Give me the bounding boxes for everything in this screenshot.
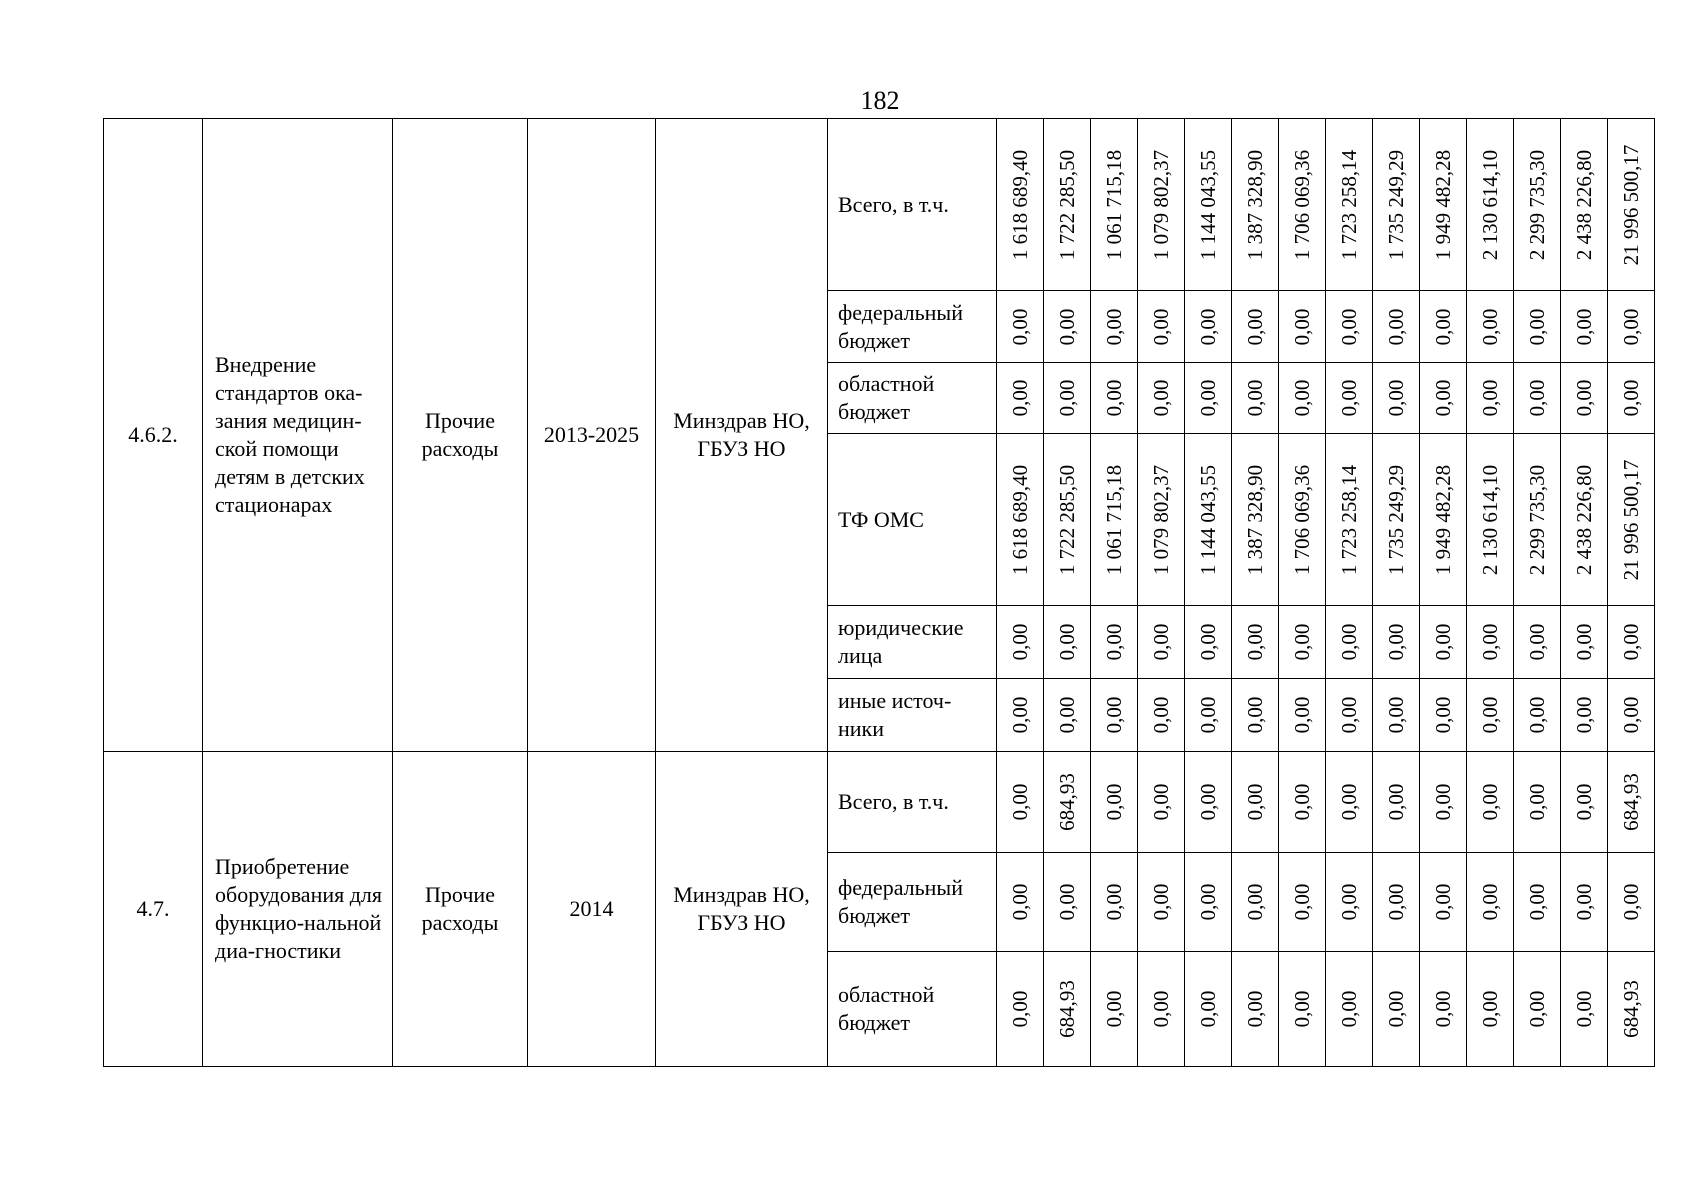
- value-text: 0,00: [1384, 308, 1408, 345]
- value-text: 1 144 043,55: [1196, 464, 1220, 575]
- value-cell: [1608, 952, 1655, 1067]
- value-cell: [1561, 952, 1608, 1067]
- value-cell: [1044, 119, 1091, 291]
- value-cell: [1326, 679, 1373, 752]
- value-text: 0,00: [1243, 990, 1267, 1028]
- value-cell: [1608, 752, 1655, 853]
- value-cell: [1185, 952, 1232, 1067]
- value-text: 0,00: [1196, 696, 1220, 734]
- value-cell: [1232, 363, 1279, 434]
- value-cell: [1514, 752, 1561, 853]
- value-text: 0,00: [1572, 696, 1596, 734]
- value-cell: [1279, 679, 1326, 752]
- value-text: 0,00: [1431, 308, 1455, 345]
- value-cell: [1279, 291, 1326, 363]
- value-cell: [1373, 119, 1420, 291]
- value-text: 1 618 689,40: [1008, 464, 1032, 575]
- value-text: 0,00: [1478, 883, 1502, 921]
- value-text: 21 996 500,17: [1619, 144, 1643, 265]
- value-cell: [1467, 952, 1514, 1067]
- value-cell: [1091, 853, 1138, 952]
- value-text: 0,00: [1572, 990, 1596, 1028]
- value-cell: [997, 291, 1044, 363]
- value-cell: [997, 606, 1044, 679]
- value-text: 1 061 715,18: [1102, 149, 1126, 260]
- value-cell: [1232, 119, 1279, 291]
- value-text: 0,00: [1290, 623, 1314, 661]
- value-text: 0,00: [1149, 696, 1173, 734]
- value-text: 684,93: [1055, 980, 1079, 1038]
- value-cell: [1608, 119, 1655, 291]
- value-text: 1 706 069,36: [1290, 149, 1314, 260]
- value-text: 0,00: [1243, 883, 1267, 921]
- value-cell: [1044, 606, 1091, 679]
- value-cell: [1185, 363, 1232, 434]
- value-cell: [1138, 434, 1185, 606]
- value-cell: [997, 363, 1044, 434]
- funding-source: ТФ ОМС: [828, 434, 997, 606]
- value-text: 0,00: [1619, 623, 1643, 661]
- value-text: 0,00: [1572, 783, 1596, 821]
- value-text: 0,00: [1619, 379, 1643, 417]
- value-text: 0,00: [1055, 883, 1079, 921]
- value-text: 1 722 285,50: [1055, 149, 1079, 260]
- expense-type: Прочие расходы: [393, 752, 528, 1067]
- value-text: 0,00: [1243, 696, 1267, 734]
- value-text: 0,00: [1102, 308, 1126, 345]
- value-cell: [1373, 606, 1420, 679]
- value-cell: [997, 952, 1044, 1067]
- value-text: 1 735 249,29: [1384, 464, 1408, 575]
- value-cell: [1091, 434, 1138, 606]
- value-text: 0,00: [1337, 696, 1361, 734]
- value-text: 684,93: [1619, 773, 1643, 831]
- value-text: 0,00: [1384, 883, 1408, 921]
- value-cell: [1420, 679, 1467, 752]
- value-text: 1 723 258,14: [1337, 149, 1361, 260]
- value-cell: [1561, 119, 1608, 291]
- value-text: 1 949 482,28: [1431, 464, 1455, 575]
- value-cell: [1326, 119, 1373, 291]
- value-cell: [997, 434, 1044, 606]
- value-text: 0,00: [1290, 379, 1314, 417]
- value-text: 684,93: [1619, 980, 1643, 1038]
- value-text: 1 387 328,90: [1243, 149, 1267, 260]
- value-text: 0,00: [1384, 696, 1408, 734]
- value-cell: [1561, 434, 1608, 606]
- value-text: 2 130 614,10: [1478, 149, 1502, 260]
- value-cell: [1279, 752, 1326, 853]
- value-cell: [1326, 363, 1373, 434]
- value-cell: [1373, 853, 1420, 952]
- value-text: 0,00: [1196, 308, 1220, 345]
- value-cell: [1514, 679, 1561, 752]
- value-text: 0,00: [1008, 623, 1032, 661]
- value-cell: [1279, 363, 1326, 434]
- value-text: 0,00: [1055, 308, 1079, 345]
- value-text: 0,00: [1102, 783, 1126, 821]
- value-cell: [1091, 752, 1138, 853]
- value-cell: [1138, 363, 1185, 434]
- value-cell: [1044, 679, 1091, 752]
- value-cell: [1138, 679, 1185, 752]
- value-text: 1 618 689,40: [1008, 149, 1032, 260]
- value-cell: [1420, 853, 1467, 952]
- value-cell: [997, 853, 1044, 952]
- value-text: 0,00: [1149, 990, 1173, 1028]
- value-text: 0,00: [1008, 783, 1032, 821]
- value-text: 0,00: [1290, 990, 1314, 1028]
- value-cell: [1514, 363, 1561, 434]
- value-cell: [1467, 291, 1514, 363]
- value-cell: [1420, 434, 1467, 606]
- value-cell: [1420, 291, 1467, 363]
- value-text: 0,00: [1149, 308, 1173, 345]
- value-cell: [1185, 606, 1232, 679]
- value-cell: [1138, 952, 1185, 1067]
- item-code: 4.7.: [104, 752, 203, 1067]
- value-text: 0,00: [1102, 883, 1126, 921]
- value-text: 0,00: [1525, 623, 1549, 661]
- period: 2014: [528, 752, 656, 1067]
- value-cell: [1232, 853, 1279, 952]
- value-text: 0,00: [1478, 990, 1502, 1028]
- value-text: 0,00: [1619, 308, 1643, 345]
- value-cell: [1608, 606, 1655, 679]
- value-cell: [1279, 434, 1326, 606]
- value-text: 0,00: [1149, 379, 1173, 417]
- value-cell: [1232, 291, 1279, 363]
- value-cell: [1373, 752, 1420, 853]
- value-cell: [997, 752, 1044, 853]
- value-text: 0,00: [1431, 883, 1455, 921]
- value-cell: [1326, 291, 1373, 363]
- value-text: 0,00: [1525, 379, 1549, 417]
- value-cell: [1232, 606, 1279, 679]
- value-text: 0,00: [1243, 783, 1267, 821]
- value-text: 0,00: [1478, 696, 1502, 734]
- executor: Минздрав НО, ГБУЗ НО: [656, 752, 828, 1067]
- expense-type: Прочие расходы: [393, 119, 528, 752]
- value-cell: [1420, 606, 1467, 679]
- value-text: 0,00: [1525, 308, 1549, 345]
- table-row: [104, 752, 1655, 853]
- value-cell: [1279, 952, 1326, 1067]
- value-text: 2 438 226,80: [1572, 149, 1596, 260]
- funding-source: иные источ-ники: [828, 679, 997, 752]
- value-cell: [1091, 291, 1138, 363]
- value-cell: [1326, 434, 1373, 606]
- funding-source: федеральный бюджет: [828, 291, 997, 363]
- value-cell: [1467, 606, 1514, 679]
- value-cell: [1091, 606, 1138, 679]
- executor: Минздрав НО, ГБУЗ НО: [656, 119, 828, 752]
- value-cell: [1420, 752, 1467, 853]
- value-text: 0,00: [1008, 696, 1032, 734]
- value-text: 1 949 482,28: [1431, 149, 1455, 260]
- value-cell: [1608, 363, 1655, 434]
- value-cell: [1608, 679, 1655, 752]
- value-text: 0,00: [1478, 379, 1502, 417]
- value-text: 0,00: [1008, 990, 1032, 1028]
- page-number: 182: [860, 86, 900, 115]
- value-text: 0,00: [1431, 379, 1455, 417]
- value-cell: [1373, 434, 1420, 606]
- value-cell: [1044, 363, 1091, 434]
- value-text: 0,00: [1196, 783, 1220, 821]
- value-cell: [1279, 853, 1326, 952]
- value-text: 0,00: [1008, 308, 1032, 345]
- funding-source: Всего, в т.ч.: [828, 752, 997, 853]
- value-cell: [1373, 679, 1420, 752]
- value-cell: [1044, 853, 1091, 952]
- value-text: 0,00: [1572, 623, 1596, 661]
- value-cell: [1467, 679, 1514, 752]
- value-text: 0,00: [1431, 990, 1455, 1028]
- value-text: 0,00: [1008, 883, 1032, 921]
- value-text: 1 706 069,36: [1290, 464, 1314, 575]
- value-text: 0,00: [1290, 308, 1314, 345]
- value-text: 0,00: [1243, 308, 1267, 345]
- value-text: 0,00: [1196, 379, 1220, 417]
- value-text: 2 299 735,30: [1525, 149, 1549, 260]
- value-cell: [1232, 952, 1279, 1067]
- value-text: 0,00: [1337, 623, 1361, 661]
- value-cell: [997, 119, 1044, 291]
- value-text: 0,00: [1055, 379, 1079, 417]
- value-cell: [1608, 291, 1655, 363]
- value-text: 0,00: [1431, 783, 1455, 821]
- value-text: 0,00: [1431, 696, 1455, 734]
- value-text: 21 996 500,17: [1619, 459, 1643, 580]
- value-text: 0,00: [1525, 883, 1549, 921]
- period: 2013-2025: [528, 119, 656, 752]
- value-text: 0,00: [1619, 696, 1643, 734]
- value-text: 0,00: [1243, 623, 1267, 661]
- value-cell: [1185, 119, 1232, 291]
- value-cell: [1279, 119, 1326, 291]
- value-text: 0,00: [1478, 308, 1502, 345]
- value-text: 2 130 614,10: [1478, 464, 1502, 575]
- value-cell: [1514, 606, 1561, 679]
- value-text: 0,00: [1008, 379, 1032, 417]
- value-cell: [1420, 363, 1467, 434]
- value-text: 0,00: [1478, 783, 1502, 821]
- value-cell: [1091, 119, 1138, 291]
- value-cell: [1044, 952, 1091, 1067]
- value-text: 0,00: [1149, 883, 1173, 921]
- value-text: 0,00: [1572, 308, 1596, 345]
- value-text: 0,00: [1478, 623, 1502, 661]
- value-cell: [1420, 119, 1467, 291]
- value-cell: [1467, 434, 1514, 606]
- value-cell: [1138, 291, 1185, 363]
- value-text: 0,00: [1102, 696, 1126, 734]
- value-cell: [1232, 679, 1279, 752]
- value-cell: [1326, 606, 1373, 679]
- value-text: 0,00: [1337, 990, 1361, 1028]
- value-cell: [1091, 952, 1138, 1067]
- value-text: 1 387 328,90: [1243, 464, 1267, 575]
- value-text: 0,00: [1196, 990, 1220, 1028]
- value-cell: [1091, 363, 1138, 434]
- value-text: 0,00: [1572, 883, 1596, 921]
- value-cell: [1279, 606, 1326, 679]
- value-cell: [1467, 853, 1514, 952]
- value-cell: [1185, 752, 1232, 853]
- funding-source: областной бюджет: [828, 363, 997, 434]
- value-text: 2 299 735,30: [1525, 464, 1549, 575]
- value-cell: [1467, 363, 1514, 434]
- value-text: 0,00: [1619, 883, 1643, 921]
- value-text: 0,00: [1384, 379, 1408, 417]
- value-cell: [1185, 291, 1232, 363]
- value-cell: [1138, 119, 1185, 291]
- item-name: Внедрение стандартов ока-зания медицин-ской помощи детям в детских стационарах: [203, 119, 393, 752]
- table-row: [104, 119, 1655, 291]
- value-cell: [1373, 363, 1420, 434]
- value-cell: [1561, 291, 1608, 363]
- value-text: 0,00: [1525, 990, 1549, 1028]
- value-text: 1 722 285,50: [1055, 464, 1079, 575]
- value-cell: [1326, 853, 1373, 952]
- value-cell: [997, 679, 1044, 752]
- value-text: 1 079 802,37: [1149, 149, 1173, 260]
- value-text: 0,00: [1102, 379, 1126, 417]
- table-body: [104, 119, 1655, 1067]
- funding-source: юридические лица: [828, 606, 997, 679]
- value-cell: [1608, 434, 1655, 606]
- value-text: 0,00: [1196, 623, 1220, 661]
- value-text: 0,00: [1290, 783, 1314, 821]
- value-cell: [1561, 853, 1608, 952]
- budget-table: [103, 118, 1655, 1067]
- value-cell: [1561, 752, 1608, 853]
- value-cell: [1514, 291, 1561, 363]
- value-cell: [1514, 434, 1561, 606]
- value-text: 0,00: [1337, 308, 1361, 345]
- value-cell: [1138, 853, 1185, 952]
- item-code: 4.6.2.: [104, 119, 203, 752]
- value-cell: [1185, 434, 1232, 606]
- value-text: 0,00: [1431, 623, 1455, 661]
- value-text: 0,00: [1055, 623, 1079, 661]
- value-text: 1 723 258,14: [1337, 464, 1361, 575]
- value-cell: [1138, 752, 1185, 853]
- value-text: 0,00: [1290, 883, 1314, 921]
- value-cell: [1514, 952, 1561, 1067]
- value-text: 0,00: [1384, 783, 1408, 821]
- value-cell: [1373, 291, 1420, 363]
- value-cell: [1514, 119, 1561, 291]
- value-text: 0,00: [1149, 783, 1173, 821]
- value-text: 0,00: [1525, 696, 1549, 734]
- value-cell: [1232, 752, 1279, 853]
- funding-source: Всего, в т.ч.: [828, 119, 997, 291]
- value-text: 0,00: [1243, 379, 1267, 417]
- value-text: 1 735 249,29: [1384, 149, 1408, 260]
- value-text: 0,00: [1102, 623, 1126, 661]
- value-cell: [1467, 119, 1514, 291]
- value-cell: [1561, 363, 1608, 434]
- value-text: 2 438 226,80: [1572, 464, 1596, 575]
- value-cell: [1467, 752, 1514, 853]
- value-cell: [1232, 434, 1279, 606]
- funding-source: федеральный бюджет: [828, 853, 997, 952]
- value-cell: [1561, 679, 1608, 752]
- item-name: Приобретение оборудования для функцио-нальной диа-гностики: [203, 752, 393, 1067]
- value-text: 1 079 802,37: [1149, 464, 1173, 575]
- value-cell: [1326, 952, 1373, 1067]
- value-text: 1 144 043,55: [1196, 149, 1220, 260]
- value-text: 0,00: [1337, 783, 1361, 821]
- value-cell: [1561, 606, 1608, 679]
- funding-source: областной бюджет: [828, 952, 997, 1067]
- value-text: 0,00: [1149, 623, 1173, 661]
- value-cell: [1044, 434, 1091, 606]
- value-text: 0,00: [1196, 883, 1220, 921]
- value-cell: [1044, 752, 1091, 853]
- value-text: 1 061 715,18: [1102, 464, 1126, 575]
- value-text: 0,00: [1525, 783, 1549, 821]
- value-text: 684,93: [1055, 773, 1079, 831]
- value-cell: [1185, 679, 1232, 752]
- value-cell: [1326, 752, 1373, 853]
- value-text: 0,00: [1384, 623, 1408, 661]
- value-cell: [1138, 606, 1185, 679]
- value-text: 0,00: [1337, 883, 1361, 921]
- value-text: 0,00: [1337, 379, 1361, 417]
- value-cell: [1514, 853, 1561, 952]
- value-cell: [1091, 679, 1138, 752]
- value-text: 0,00: [1290, 696, 1314, 734]
- value-cell: [1044, 291, 1091, 363]
- value-cell: [1420, 952, 1467, 1067]
- value-text: 0,00: [1102, 990, 1126, 1028]
- value-cell: [1185, 853, 1232, 952]
- value-text: 0,00: [1055, 696, 1079, 734]
- value-text: 0,00: [1384, 990, 1408, 1028]
- value-cell: [1608, 853, 1655, 952]
- value-text: 0,00: [1572, 379, 1596, 417]
- value-cell: [1373, 952, 1420, 1067]
